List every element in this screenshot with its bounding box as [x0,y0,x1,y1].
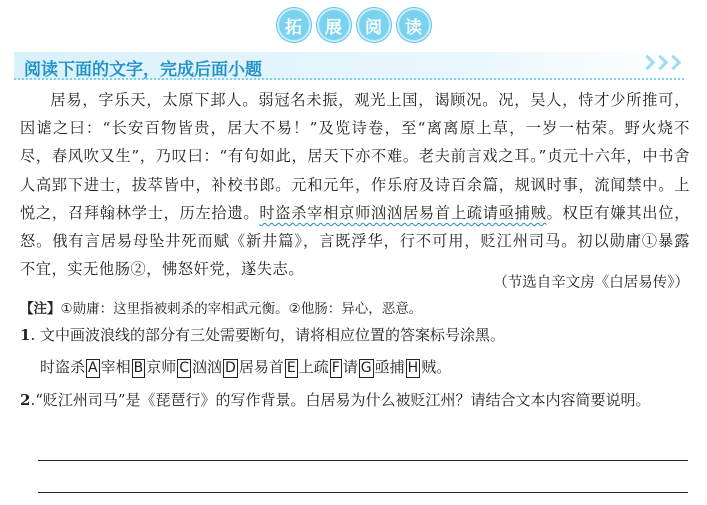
segment: 亟捕 [374,358,405,376]
question-1 [20,322,690,348]
arrows-decoration-icon [642,54,680,72]
segment: 时盗杀 [40,358,86,376]
option-box-f[interactable]: F [331,360,340,376]
segment: 上疏 [298,358,329,376]
source-citation: （节选自辛文房《白居易传》） [493,275,689,291]
answer-options [40,354,707,380]
option-box-d[interactable]: D [225,360,236,376]
passage-text: 。权臣有嫌其出位，怒。俄有言居易母坠井死而赋《新井篇》，言既浮华，行不可用，贬江州司马。初以勋庸①暴露不宜，实无他肠②，怫怒奸党，遂失志。 [20,203,690,279]
section-title [0,8,707,42]
annotation-note [20,297,422,317]
segment: 宰相 [100,358,131,376]
option-box-g[interactable]: G [360,360,372,376]
question-number: 2 [20,391,31,409]
passage-text: 居易，字乐天，太原下邽人。弱冠名未振，观光上国，谒顾况。况，吴人，恃才少所推可，因谑之曰：“长安百物皆贵，居大不易！”及览诗卷，至“离离原上草，一岁一枯荣。野火烧不尽，春风吹又生”，乃叹曰：“有句如此，居天下亦不难。老夫前言戏之耳。”贞元十六年，中书舍人高郢下进士，拔萃皆中，补校书郎。元和元年，作乐府及诗百余篇，规讽时事，流闻禁中。上悦之，召拜翰林学士，历左拾遗。 [20,91,690,222]
banner-text: 阅读下面的文字，完成后面小题 [24,60,262,80]
question-number: 1 [20,326,31,344]
segment: 贼。 [421,358,452,376]
segment: 居易首 [238,358,284,376]
option-box-h[interactable]: H [407,360,419,376]
option-box-c[interactable]: C [179,360,190,376]
wavy-underlined-text: 时盗杀宰相京师汹汹居易首上疏请亟捕贼 [259,203,547,222]
segment: 请 [342,358,358,376]
note-label: 【注】 [20,301,61,317]
question-text: .“贬江州司马”是《琵琶行》的写作背景。白居易为什么被贬江州？请结合文本内容简要说明。 [30,391,651,409]
segment: 京师 [146,358,177,376]
answer-line[interactable] [38,492,688,493]
option-box-b[interactable]: B [133,360,144,376]
title-char: 展 [317,8,351,42]
reading-passage [20,86,690,283]
instruction-banner [14,52,684,80]
option-box-e[interactable]: E [286,360,296,376]
segment: 汹汹 [192,358,223,376]
note-text: ①勋庸：这里指被刺杀的宰相武元衡。②他肠：异心，恶意。 [60,301,423,317]
option-box-a[interactable]: A [88,360,98,376]
question-text: . 文中画波浪线的部分有三处需要断句，请将相应位置的答案标号涂黑。 [30,326,505,344]
title-char: 阅 [357,8,391,42]
answer-line[interactable] [38,460,688,461]
question-2 [20,387,690,413]
title-char: 拓 [277,8,311,42]
title-char: 读 [397,8,431,42]
